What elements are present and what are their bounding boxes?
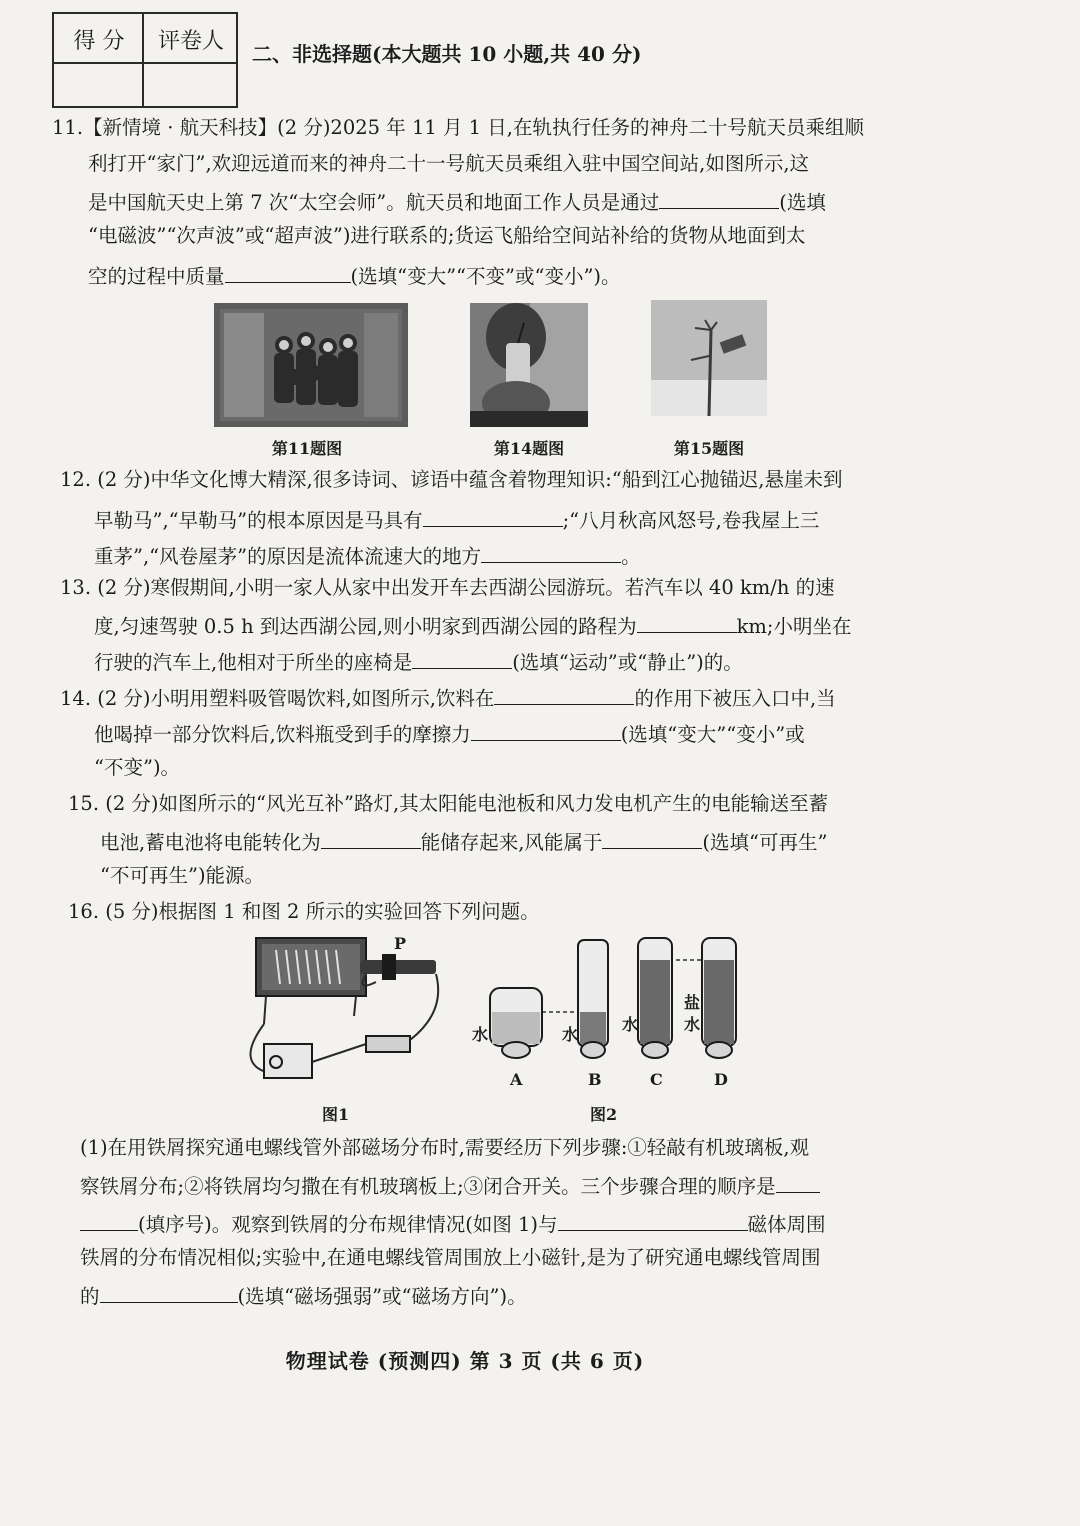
q14-line2: 他喝掉一部分饮料后,饮料瓶受到手的摩擦力 (选填“变大”“变小”或 [94, 723, 805, 746]
q12-line1: 12. (2 分)中华文化博大精深,很多诗词、谚语中蕴含着物理知识:“船到江心抛锚迟,悬崖未到 [60, 468, 843, 491]
fig1-p-label: P [394, 934, 407, 953]
answer-blank[interactable] [481, 544, 621, 563]
answer-blank[interactable] [471, 722, 621, 741]
q11-line2: 利打开“家门”,欢迎远道而来的神舟二十一号航天员乘组入驻中国空间站,如图所示,这 [88, 152, 810, 175]
bottle-c-liquid-label: 水 [622, 1015, 639, 1034]
bottle-d-label: D [714, 1070, 728, 1089]
caption-fig15: 第15题图 [673, 439, 745, 458]
q16-part1-line4: 铁屑的分布情况相似;实验中,在通电螺线管周围放上小磁针,是为了研究通电螺线管周围 [80, 1246, 821, 1269]
q15-line2: 电池,蓄电池将电能转化为 能储存起来,风能属于 (选填“可再生” [100, 831, 828, 854]
q13-line2: 度,匀速驾驶 0.5 h 到达西湖公园,则小明家到西湖公园的路程为 km;小明坐在 [94, 615, 852, 638]
answer-blank[interactable] [412, 650, 512, 669]
q14-line1: 14. (2 分)小明用塑料吸管喝饮料,如图所示,饮料在 的作用下被压入口中,当 [60, 687, 836, 710]
astronauts-photo [214, 303, 408, 427]
table-divider [54, 62, 236, 64]
q15-line1: 15. (2 分)如图所示的“风光互补”路灯,其太阳能电池板和风力发电机产生的电能输送至蓄 [68, 792, 829, 815]
straw-drink-photo [470, 303, 588, 427]
bottle-b-liquid-label: 水 [562, 1025, 579, 1044]
caption-fig14: 第14题图 [493, 439, 565, 458]
bottle-d-liquid-label-2: 水 [684, 1015, 701, 1034]
q15-line3: “不可再生”)能源。 [100, 864, 265, 887]
q16-part1-line1: (1)在用铁屑探究通电螺线管外部磁场分布时,需要经历下列步骤:①轻敲有机玻璃板,观 [80, 1136, 810, 1159]
bottle-d-liquid-label-1: 盐 [684, 993, 701, 1012]
q16-part1-line2: 察铁屑分布;②将铁屑均匀撒在有机玻璃板上;③闭合开关。三个步骤合理的顺序是 [80, 1174, 820, 1197]
answer-blank[interactable] [776, 1174, 820, 1193]
answer-blank[interactable] [637, 614, 737, 633]
bottle-a-liquid-label: 水 [472, 1025, 489, 1044]
score-label: 得 分 [73, 29, 125, 54]
q12-line2: 早勒马”,“早勒马”的根本原因是马具有 ;“八月秋高风怒号,卷我屋上三 [94, 509, 820, 532]
table-divider [142, 14, 144, 106]
bottle-c-label: C [650, 1070, 663, 1089]
answer-blank[interactable] [321, 830, 421, 849]
answer-blank[interactable] [659, 190, 779, 209]
q16-intro: 16. (5 分)根据图 1 和图 2 所示的实验回答下列问题。 [68, 900, 540, 923]
fig1-solenoid-circuit [236, 932, 450, 1092]
q13-line1: 13. (2 分)寒假期间,小明一家人从家中出发开车去西湖公园游玩。若汽车以 40 km/h 的速 [60, 576, 835, 599]
section-title: 二、非选择题(本大题共 10 小题,共 40 分) [252, 42, 642, 66]
answer-blank[interactable] [80, 1212, 138, 1231]
q16-part1-line5: 的 (选填“磁场强弱”或“磁场方向”)。 [80, 1285, 527, 1308]
page-footer: 物理试卷 (预测四) 第 3 页 (共 6 页) [285, 1349, 645, 1373]
q11-line3: 是中国航天史上第 7 次“太空会师”。航天员和地面工作人员是通过 (选填 [88, 191, 826, 214]
bottle-b-label: B [588, 1070, 602, 1089]
answer-blank[interactable] [494, 686, 634, 705]
street-lamp-photo [651, 300, 767, 416]
q14-line3: “不变”)。 [94, 756, 181, 779]
answer-blank[interactable] [423, 508, 563, 527]
q12-line3: 重茅”,“风卷屋茅”的原因是流体流速大的地方 。 [94, 545, 641, 568]
answer-blank[interactable] [100, 1284, 238, 1303]
fig2-bottles [466, 932, 756, 1072]
grader-label: 评卷人 [157, 29, 224, 54]
q16-part1-line3: (填序号)。观察到铁屑的分布规律情况(如图 1)与 磁体周围 [80, 1212, 826, 1235]
caption-fig11: 第11题图 [271, 439, 343, 458]
q11-line1: 11.【新情境 · 航天科技】(2 分)2025 年 11 月 1 日,在轨执行任务的神舟二十号航天员乘组顺 [52, 116, 864, 139]
q13-line3: 行驶的汽车上,他相对于所坐的座椅是 (选填“运动”或“静止”)的。 [94, 651, 743, 674]
bottle-a-label: A [510, 1070, 523, 1089]
answer-blank[interactable] [225, 264, 351, 283]
answer-blank[interactable] [602, 830, 702, 849]
q11-line4: “电磁波”“次声波”或“超声波”)进行联系的;货运飞船给空间站补给的货物从地面到太 [88, 224, 806, 247]
fig2-label: 图2 [590, 1105, 618, 1124]
fig1-label: 图1 [322, 1105, 350, 1124]
answer-blank[interactable] [558, 1212, 748, 1231]
q11-line5: 空的过程中质量 (选填“变大”“不变”或“变小”)。 [88, 265, 621, 288]
score-table [52, 12, 238, 108]
